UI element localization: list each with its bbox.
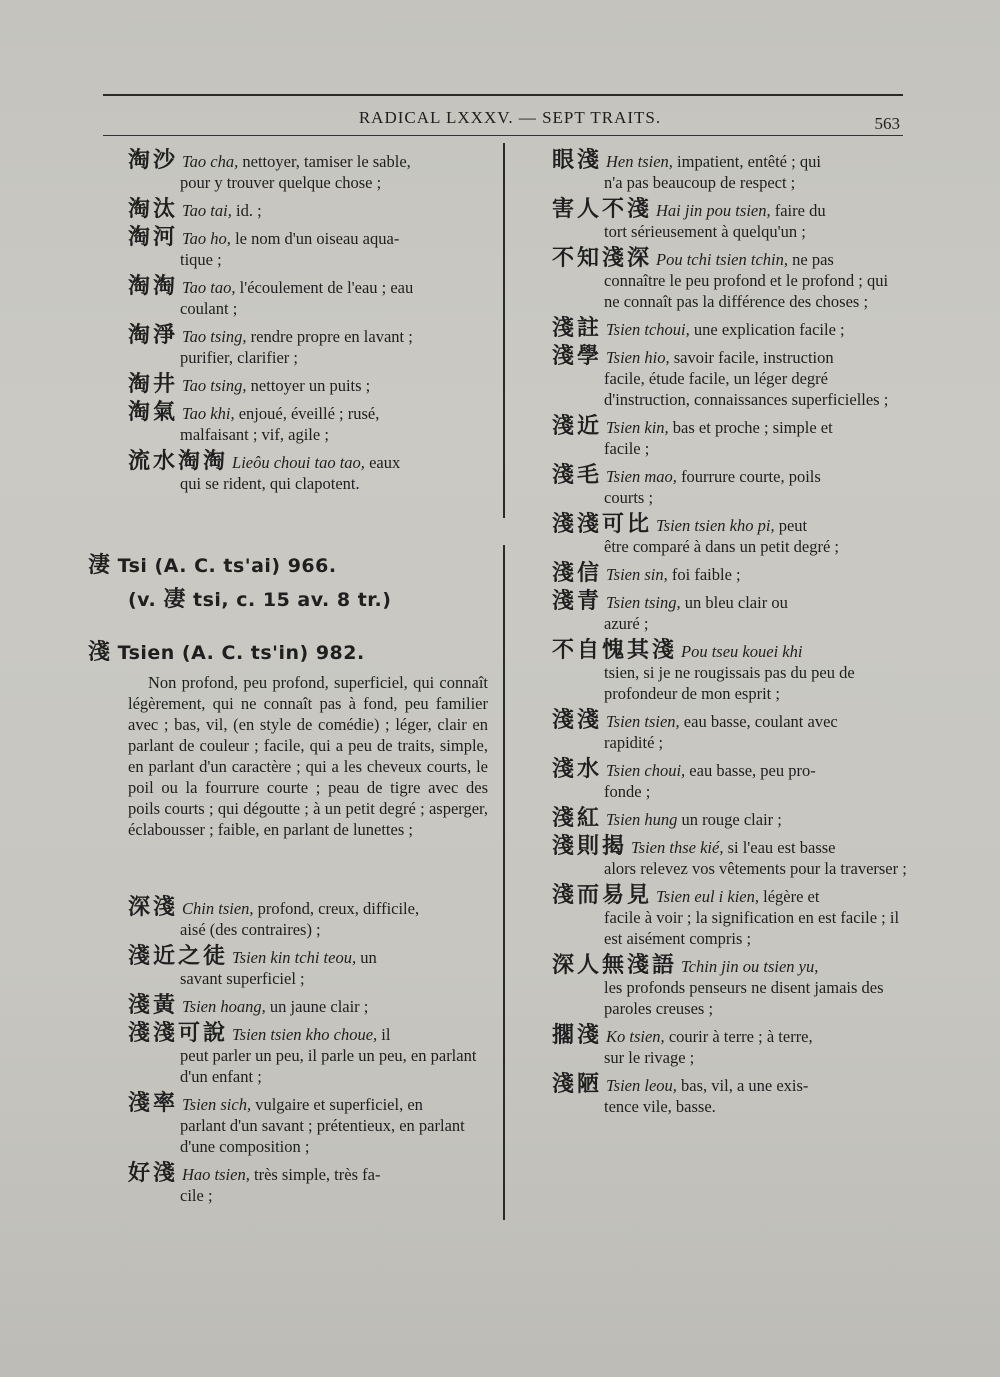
- dictionary-entry: [552, 346, 907, 410]
- entry-characters: 淘井: [128, 372, 179, 397]
- entry-romanization: Tsien sin,: [606, 565, 668, 584]
- entry-romanization: Hai jin pou tsien,: [656, 201, 771, 220]
- entry-characters: 淺近之徒: [128, 944, 229, 969]
- entry-romanization: Pou tchi tsien tchin,: [656, 250, 788, 269]
- entry-characters: 淘淨: [128, 323, 179, 348]
- entry-definition: bas et proche ; simple et: [672, 418, 833, 437]
- dictionary-entry: [128, 227, 490, 270]
- entry-romanization: Pou tseu kouei khi: [681, 642, 803, 661]
- entry-characters: 不自愧其淺: [552, 638, 678, 663]
- entry-definition: foi faible ;: [671, 565, 741, 584]
- entry-continuation: sur le rivage ;: [604, 1048, 695, 1067]
- entry-continuation: cile ;: [180, 1186, 213, 1205]
- entry-definition: il: [381, 1025, 391, 1044]
- dictionary-entry: [552, 836, 907, 879]
- dictionary-entry: [128, 1163, 490, 1206]
- entry-continuation: parlant d'un savant ; prétentieux, en parlant d'une composition ;: [180, 1116, 465, 1156]
- entry-characters: 深淺: [128, 895, 179, 920]
- dictionary-entry: [552, 563, 907, 585]
- entry-characters: 淺近: [552, 414, 603, 439]
- entry-characters: 深人無淺語: [552, 953, 678, 978]
- entry-definition: nettoyer un puits ;: [250, 376, 371, 395]
- heading-tsien: [88, 635, 488, 666]
- page-number: 563: [874, 114, 900, 133]
- dictionary-entry: [128, 374, 490, 396]
- entry-continuation: tsien, si je ne rougissais pas du peu de profondeur de mon esprit ;: [604, 663, 855, 703]
- dictionary-entry: [552, 150, 907, 193]
- entry-definition: savoir facile, instruction: [673, 348, 834, 367]
- entry-definition: ne pas: [792, 250, 834, 269]
- entry-characters: 不知淺深: [552, 246, 653, 271]
- heading-tsi: [88, 548, 488, 579]
- entry-characters: 淺淺可說: [128, 1021, 229, 1046]
- entry-continuation: qui se rident, qui clapotent.: [180, 474, 360, 493]
- entry-characters: 好淺: [128, 1161, 179, 1186]
- entry-characters: 流水淘淘: [128, 449, 229, 474]
- entry-definition: l'écoulement de l'eau ; eau: [239, 278, 414, 297]
- header-rule: [103, 135, 903, 136]
- entry-definition: un jaune clair ;: [269, 997, 369, 1016]
- entry-characters: 淺註: [552, 316, 603, 341]
- entry-characters: 淺黃: [128, 993, 179, 1018]
- definition-paragraph: Non profond, peu profond, superficiel, qui connaît légèrement, qui ne connaît pas à fond, peu familier avec ; bas, vil, (en style de comédie) ; léger, clair en parlant de couleur ; facile, qui a peu de traits, simple, en parlant d'un caractère ; qui a les cheveux courts, le poil ou la fourrure courte ; peau de tigre avec des poils courts ; qui dégoutte ; à un petit degré ; asperger, éclabousser ; faible, en parlant de lunettes ;: [128, 673, 488, 839]
- entry-continuation: les profonds penseurs ne disent jamais des paroles creuses ;: [604, 978, 884, 1018]
- entry-continuation: savant superficiel ;: [180, 969, 305, 988]
- heading-line: Tsien (A. C. ts'in) 982.: [117, 642, 365, 664]
- entry-characters: 擱淺: [552, 1023, 603, 1048]
- entry-definition: bas, vil, a une exis-: [681, 1076, 809, 1095]
- entry-continuation: alors relevez vos vêtements pour la traverser ;: [604, 859, 907, 878]
- entry-continuation: facile à voir ; la signification en est facile ; il est aisément compris ;: [604, 908, 900, 948]
- entry-romanization: Tsien kin tchi teou,: [232, 948, 357, 967]
- entry-romanization: Hao tsien,: [182, 1165, 250, 1184]
- entry-definition: eaux: [369, 453, 401, 472]
- entry-continuation: facile, étude facile, un léger degré d'instruction, connaissances superficielles ;: [604, 369, 889, 409]
- entry-continuation: peut parler un peu, il parle un peu, en parlant d'un enfant ;: [180, 1046, 477, 1086]
- entry-romanization: Tsien hung: [606, 810, 678, 829]
- entry-romanization: Hen tsien,: [606, 152, 673, 171]
- entry-definition: si l'eau est basse: [727, 838, 836, 857]
- heading-character: 淒: [88, 553, 111, 578]
- entry-definition: peut: [778, 516, 808, 535]
- dictionary-entry: [552, 199, 907, 242]
- entry-romanization: Tsien tsing,: [606, 593, 681, 612]
- dictionary-entry: [128, 402, 490, 445]
- dictionary-entry: [552, 416, 907, 459]
- entry-romanization: Tao tsing,: [182, 327, 247, 346]
- entry-characters: 淘汰: [128, 197, 179, 222]
- entry-continuation: aisé (des contraires) ;: [180, 920, 321, 939]
- entry-romanization: Tao cha,: [182, 152, 239, 171]
- entry-characters: 淺青: [552, 589, 603, 614]
- left-column-top: [128, 150, 490, 500]
- entry-characters: 眼淺: [552, 148, 603, 173]
- entry-continuation: azuré ;: [604, 614, 649, 633]
- entry-continuation: connaître le peu profond et le profond ; qui ne connaît pas la différence des choses ;: [604, 271, 889, 311]
- entry-continuation: être comparé à dans un petit degré ;: [604, 537, 840, 556]
- entry-continuation: purifier, clarifier ;: [180, 348, 298, 367]
- entry-romanization: Tsien kin,: [606, 418, 669, 437]
- dictionary-entry: [552, 1025, 907, 1068]
- entry-definition: très simple, très fa-: [253, 1165, 381, 1184]
- entry-romanization: Tsien thse kié,: [631, 838, 724, 857]
- entry-definition: un bleu clair ou: [684, 593, 788, 612]
- dictionary-entry: [552, 591, 907, 634]
- entry-definition: légère et: [763, 887, 820, 906]
- entry-definition: un rouge clair ;: [681, 810, 782, 829]
- dictionary-entry: [552, 710, 907, 753]
- entry-definition: fourrure courte, poils: [681, 467, 821, 486]
- entry-continuation: courts ;: [604, 488, 654, 507]
- entry-romanization: Tao tsing,: [182, 376, 247, 395]
- column-divider-top: [503, 143, 505, 518]
- dictionary-entry: [552, 514, 907, 557]
- entry-romanization: Tao khi,: [182, 404, 235, 423]
- entry-definition: vulgaire et superficiel, en: [255, 1095, 423, 1114]
- entry-romanization: Tsien tchoui,: [606, 320, 690, 339]
- entry-definition: id. ;: [235, 201, 262, 220]
- entry-romanization: Tsien mao,: [606, 467, 677, 486]
- entry-characters: 淺率: [128, 1091, 179, 1116]
- dictionary-entry: [128, 897, 490, 940]
- dictionary-entry: [128, 199, 490, 221]
- dictionary-entry: [128, 1093, 490, 1157]
- entry-continuation: facile ;: [604, 439, 650, 458]
- entry-romanization: Tsien eul i kien,: [656, 887, 759, 906]
- entry-romanization: Tchin jin ou tsien yu,: [681, 957, 819, 976]
- entry-continuation: malfaisant ; vif, agile ;: [180, 425, 329, 444]
- dictionary-entry: [552, 955, 907, 1019]
- running-header: RADICAL LXXXV. — SEPT TRAITS.: [358, 108, 662, 127]
- dictionary-entry: [552, 885, 907, 949]
- entry-romanization: Tsien hio,: [606, 348, 670, 367]
- entry-definition: eau basse, coulant avec: [683, 712, 838, 731]
- dictionary-entry: [128, 946, 490, 989]
- entry-definition: le nom d'un oiseau aqua-: [235, 229, 400, 248]
- entry-romanization: Tsien sich,: [182, 1095, 252, 1114]
- entry-romanization: Tsien tsien kho choue,: [232, 1025, 378, 1044]
- entry-definition: faire du: [774, 201, 826, 220]
- entry-romanization: Chin tsien,: [182, 899, 254, 918]
- entry-characters: 淘河: [128, 225, 179, 250]
- entry-continuation: rapidité ;: [604, 733, 664, 752]
- dictionary-entry: [128, 1023, 490, 1087]
- entry-characters: 淺水: [552, 757, 603, 782]
- entry-continuation: n'a pas beaucoup de respect ;: [604, 173, 796, 192]
- dictionary-entry: [552, 759, 907, 802]
- dictionary-entry: [128, 451, 490, 494]
- entry-characters: 害人不淺: [552, 197, 653, 222]
- entry-definition: un: [360, 948, 377, 967]
- entry-romanization: Tsien choui,: [606, 761, 686, 780]
- column-divider-bottom: [503, 545, 505, 1220]
- heading-character: 淺: [88, 640, 111, 665]
- entry-characters: 淺淺: [552, 708, 603, 733]
- entry-continuation: pour y trouver quelque chose ;: [180, 173, 382, 192]
- dictionary-entry: [128, 995, 490, 1017]
- entry-romanization: Lieôu choui tao tao,: [232, 453, 365, 472]
- entry-romanization: Tsien tsien,: [606, 712, 680, 731]
- entry-romanization: Tsien leou,: [606, 1076, 677, 1095]
- entry-continuation: tence vile, basse.: [604, 1097, 716, 1116]
- dictionary-entry: [552, 808, 907, 830]
- entry-characters: 淘氣: [128, 400, 179, 425]
- right-column: [552, 150, 907, 1123]
- entry-characters: 淘沙: [128, 148, 179, 173]
- left-column-bottom: [128, 897, 490, 1212]
- dictionary-entry: [552, 318, 907, 340]
- entry-continuation: tort sérieusement à quelqu'un ;: [604, 222, 806, 241]
- dictionary-entry: [552, 465, 907, 508]
- entry-definition: profond, creux, difficile,: [257, 899, 420, 918]
- entry-romanization: Tao tai,: [182, 201, 232, 220]
- entry-continuation: coulant ;: [180, 299, 238, 318]
- entry-characters: 淺則揭: [552, 834, 628, 859]
- entry-definition: nettoyer, tamiser le sable,: [242, 152, 411, 171]
- entry-continuation: tique ;: [180, 250, 222, 269]
- entry-continuation: fonde ;: [604, 782, 651, 801]
- entry-definition: une explication facile ;: [693, 320, 845, 339]
- heading-tsi-variant: (v. 凄 tsi, c. 15 av. 8 tr.): [128, 587, 392, 612]
- entry-characters: 淺淺可比: [552, 512, 653, 537]
- dictionary-entry: [552, 640, 907, 704]
- dictionary-entry: [128, 276, 490, 319]
- entry-romanization: Tsien tsien kho pi,: [656, 516, 775, 535]
- entry-romanization: Tao ho,: [182, 229, 231, 248]
- entry-characters: 淺毛: [552, 463, 603, 488]
- entry-characters: 淺而易見: [552, 883, 653, 908]
- entry-definition: rendre propre en lavant ;: [250, 327, 413, 346]
- entry-characters: 淺陋: [552, 1072, 603, 1097]
- entry-characters: 淺信: [552, 561, 603, 586]
- entry-definition: enjoué, éveillé ; rusé,: [238, 404, 380, 423]
- dictionary-entry: [128, 325, 490, 368]
- heading-line: Tsi (A. C. ts'ai) 966.: [117, 555, 337, 577]
- entry-characters: 淺學: [552, 344, 603, 369]
- entry-romanization: Tao tao,: [182, 278, 236, 297]
- entry-characters: 淘淘: [128, 274, 179, 299]
- entry-characters: 淺紅: [552, 806, 603, 831]
- entry-definition: courir à terre ; à terre,: [668, 1027, 813, 1046]
- entry-romanization: Tsien hoang,: [182, 997, 266, 1016]
- dictionary-entry: [552, 248, 907, 312]
- entry-romanization: Ko tsien,: [606, 1027, 665, 1046]
- top-rule: [103, 94, 903, 96]
- entry-definition: impatient, entêté ; qui: [677, 152, 821, 171]
- dictionary-entry: [552, 1074, 907, 1117]
- entry-definition: eau basse, peu pro-: [689, 761, 816, 780]
- dictionary-entry: [128, 150, 490, 193]
